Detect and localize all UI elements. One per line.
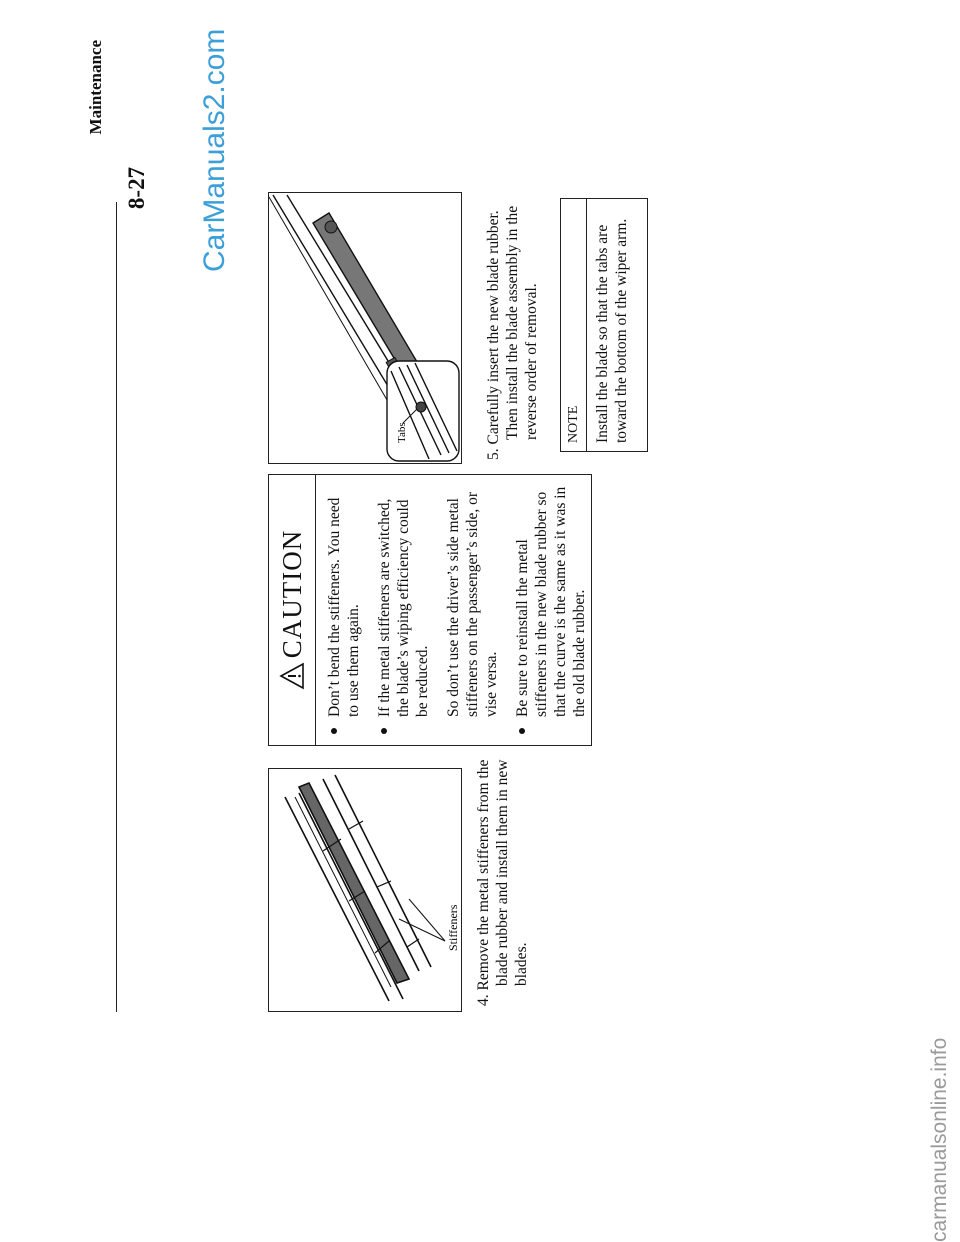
step-5-text: 5. Carefully insert the new blade rubber. Then install the blade assembly in the reverse order of removal. [485, 205, 540, 460]
bullet-icon [519, 728, 525, 734]
tabs-label: Tabs [396, 422, 408, 443]
caution-bullet-1 [325, 483, 363, 735]
tabs-illustration [269, 193, 461, 463]
section-title: Maintenance [86, 40, 105, 135]
header-rule [116, 202, 117, 1012]
caution-bullet-3-text: Be sure to reinstall the metal stiffeners in the new blade rubber so that the curve is the same as it was in the old blade rubber. [514, 486, 588, 717]
note-box [560, 198, 648, 452]
caution-bullet-3 [513, 483, 589, 735]
watermark-carmanualsonline[interactable]: carmanualsonline.info [928, 1037, 951, 1242]
stiffeners-label: Stiffeners [446, 904, 460, 951]
warning-triangle-icon [279, 662, 305, 690]
caution-title: CAUTION [276, 529, 307, 659]
caution-header [269, 475, 316, 745]
figure-stiffeners [268, 768, 462, 1012]
note-text: Install the blade so that the tabs are toward the bottom of the wiper arm. [594, 218, 630, 443]
caution-bullet-1-text: Don’t bend the stiffeners. You need to use them again. [326, 497, 362, 717]
bullet-icon [331, 728, 337, 734]
bullet-icon [381, 728, 387, 734]
caution-body [325, 483, 601, 735]
caution-box [268, 474, 592, 746]
note-heading: NOTE [561, 199, 587, 451]
caution-bullet-2-text: If the metal stiffeners are switched, the blade’s wiping efficiency could be reduced. [376, 498, 431, 717]
page-number: 8-27 [124, 166, 149, 210]
caution-bullet-2 [375, 483, 432, 735]
figure-tabs [268, 192, 462, 464]
step-4-text: 4. Remove the metal stiffeners from the blade rubber and install them in new blades. [475, 759, 530, 1006]
watermark-carmanuals2[interactable]: CarManuals2.com [198, 28, 231, 272]
caution-list [325, 483, 432, 735]
stiffeners-illustration [269, 769, 461, 1011]
caution-paragraph: So don’t use the driver’s side metal stiffeners on the passenger’s side, or vise versa. [445, 492, 500, 717]
